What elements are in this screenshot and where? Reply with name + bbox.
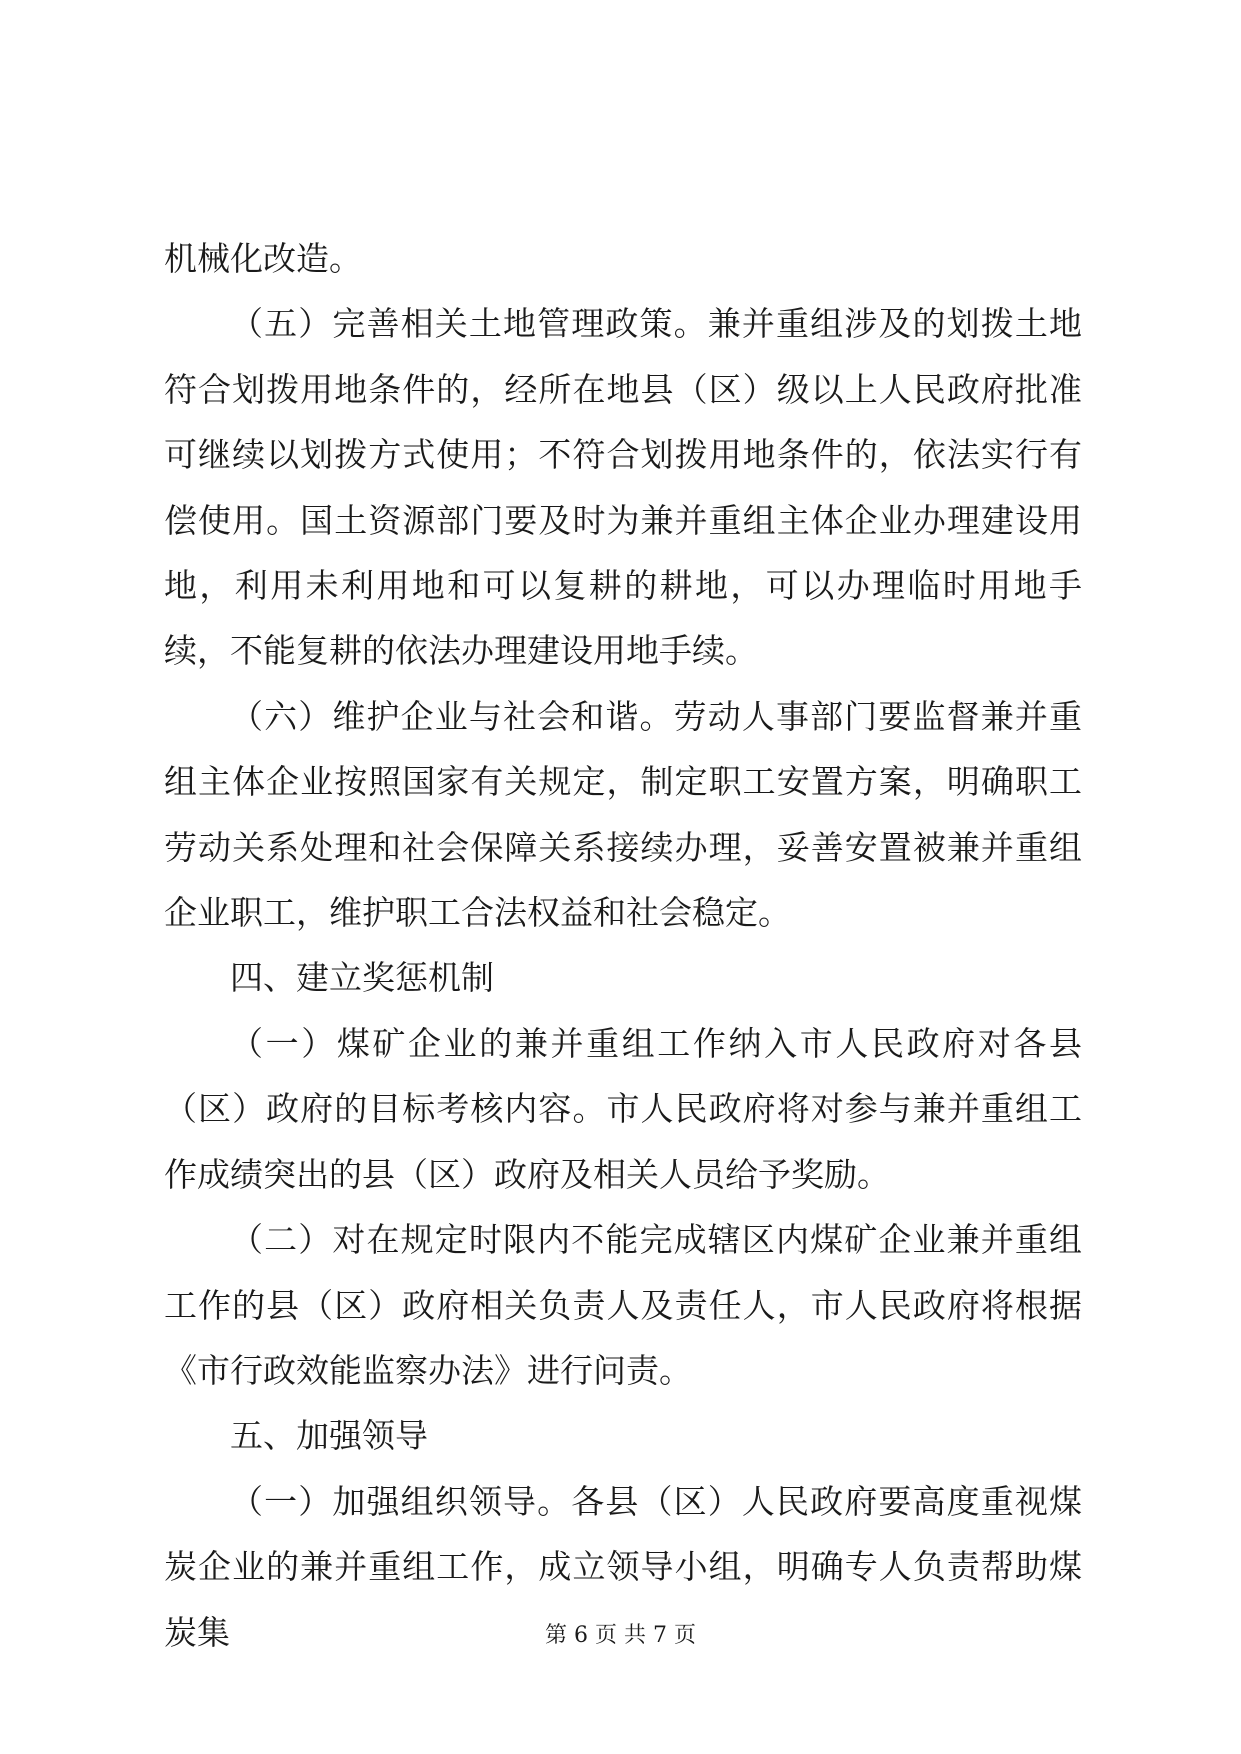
document-body <box>164 226 1082 1665</box>
paragraph-social-harmony: （六）维护企业与社会和谐。劳动人事部门要监督兼并重组主体企业按照国家有关规定，制定职工安置方案，明确职工劳动关系处理和社会保障关系接续办理，妥善安置被兼并重组企业职工，维护职工合法权益和社会稳定。 <box>164 696 1082 933</box>
paragraph-organization: （一）加强组织领导。各县（区）人民政府要高度重视煤炭企业的兼并重组工作，成立领导小组，明确专人负责帮助煤炭集 <box>164 1481 1082 1652</box>
section-heading-leadership: 五、加强领导 <box>230 1416 428 1456</box>
page-footer: 第 6 页 共 7 页 <box>545 1623 696 1648</box>
section-heading-rewards: 四、建立奖惩机制 <box>230 958 494 998</box>
paragraph-accountability: （二）对在规定时限内不能完成辖区内煤矿企业兼并重组工作的县（区）政府相关负责人及责任人，市人民政府将根据《市行政效能监察办法》进行问责。 <box>164 1220 1082 1390</box>
paragraph-assessment: （一）煤矿企业的兼并重组工作纳入市人民政府对各县（区）政府的目标考核内容。市人民政府将对参与兼并重组工作成绩突出的县（区）政府及相关人员给予奖励。 <box>164 1023 1082 1194</box>
paragraph-continuation: 机械化改造。 <box>164 239 362 278</box>
paragraph-land-policy: （五）完善相关土地管理政策。兼并重组涉及的划拨土地符合划拨用地条件的，经所在地县（区）级以上人民政府批准可继续以划拨方式使用；不符合划拨用地条件的，依法实行有偿使用。国土资源部门要及时为兼并重组主体企业办理建设用地，利用未利用地和可以复耕的耕地，可以办理临时用地手续，不能复耕的依法办理建设用地手续。 <box>164 304 1082 671</box>
